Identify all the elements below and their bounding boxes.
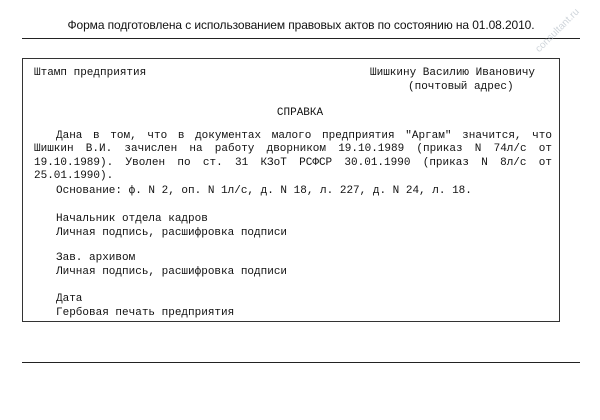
bottom-divider	[22, 362, 580, 363]
recipient-name: Шишкину Василию Ивановичу	[370, 67, 536, 79]
signature-role: Начальник отдела кадров	[56, 213, 208, 225]
stamp-label: Штамп предприятия	[34, 67, 147, 79]
signature-role: Дата	[56, 293, 83, 305]
signature-detail: Личная подпись, расшифровка подписи	[56, 227, 288, 239]
document-title: СПРАВКА	[276, 107, 324, 119]
watermark: consultant.ru	[533, 6, 582, 55]
address-note: (почтовый адрес)	[408, 81, 514, 93]
header-note: Форма подготовлена с использованием правовых актов по состоянию на 01.08.2010.	[67, 18, 535, 32]
signature-detail: Гербовая печать предприятия	[56, 307, 235, 319]
signature-role: Зав. архивом	[56, 252, 136, 264]
document-body	[34, 130, 552, 198]
top-divider	[22, 38, 580, 39]
body-paragraph: Дана в том, что в документах малого предприятия "Аргам" значится, что Шишкин В.И. зачислен на работу дворником 19.10.1989 (приказ N 74л/с от 19.10.1989). Уволен по ст. 31 КЗоТ РСФСР 30.01.1990 (приказ N 8л/с от 25.01.1990).	[34, 130, 552, 183]
signature-detail: Личная подпись, расшифровка подписи	[56, 266, 288, 278]
basis-line: Основание: ф. N 2, оп. N 1л/с, д. N 18, л. 227, д. N 24, л. 18.	[56, 184, 472, 197]
